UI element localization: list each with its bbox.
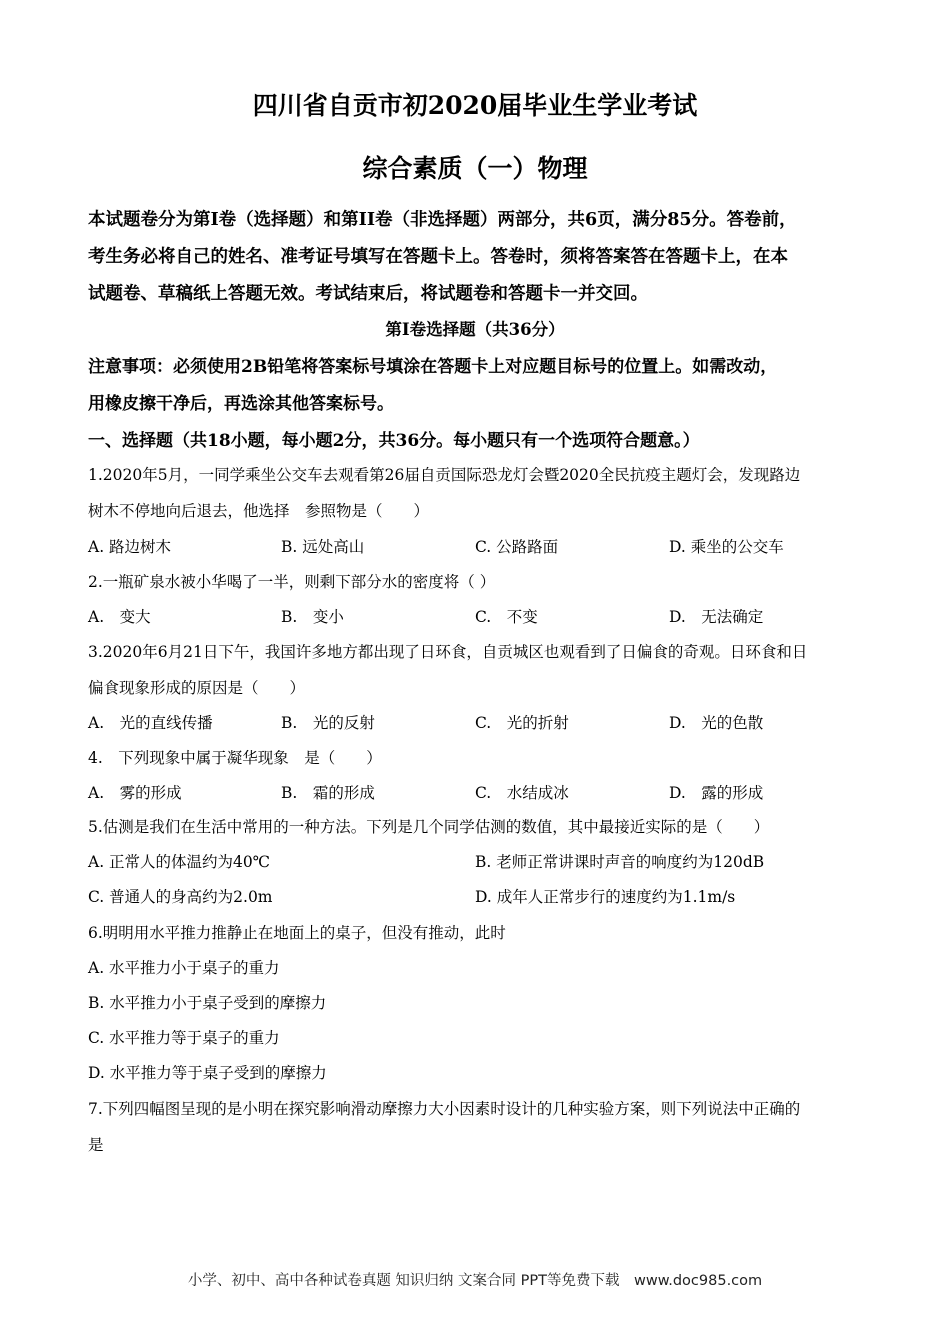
q6-option-b: B. 水平推力小于桌子受到的摩擦力	[88, 994, 327, 1012]
intro-line: 考生务必将自己的姓名、准考证号填写在答题卡上。答卷时，须将答案答在答题卡上，在本	[88, 247, 788, 267]
q2-option-a: A. 变大	[88, 608, 151, 626]
q3-option-b: B. 光的反射	[281, 714, 375, 732]
q4-option-d: D. 露的形成	[669, 784, 764, 802]
question-7-text: 7.下列四幅图呈现的是小明在探究影响滑动摩擦力大小因素时设计的几种实验方案，则下列说法中正确的	[88, 1100, 801, 1118]
section-heading: 第I卷选择题（共36分）	[385, 320, 565, 339]
q1-option-a: A. 路边树木	[88, 538, 172, 556]
q4-option-c: C. 水结成冰	[475, 784, 569, 802]
q4-option-a: A. 雾的形成	[88, 784, 182, 802]
q5-option-d: D. 成年人正常步行的速度约为1.1m/s	[475, 888, 736, 906]
q1-option-c: C. 公路路面	[475, 538, 559, 556]
q1-option-b: B. 远处高山	[281, 538, 365, 556]
notes-line: 用橡皮擦干净后，再选涂其他答案标号。	[88, 394, 394, 414]
question-6-text: 6.明明用水平推力推静止在地面上的桌子，但没有推动，此时	[88, 924, 506, 942]
part-heading: 一、选择题（共18小题，每小题2分，共36分。每小题只有一个选项符合题意。）	[88, 431, 700, 451]
q3-option-a: A. 光的直线传播	[88, 714, 213, 732]
q2-option-b: B. 变小	[281, 608, 344, 626]
exam-title: 四川省自贡市初2020届毕业生学业考试	[252, 91, 698, 120]
q2-option-c: C. 不变	[475, 608, 538, 626]
intro-paragraph	[88, 202, 868, 313]
q1-option-d: D. 乘坐的公交车	[669, 538, 784, 556]
q2-option-d: D. 无法确定	[669, 608, 764, 626]
question-3-text: 3.2020年6月21日下午，我国许多地方都出现了日环食，自贡城区也观看到了日偏食的奇观。日环食和日	[88, 643, 808, 661]
notes-line: 注意事项：必须使用2B铅笔将答案标号填涂在答题卡上对应题目标号的位置上。如需改动，	[88, 357, 778, 377]
q6-option-c: C. 水平推力等于桌子的重力	[88, 1029, 280, 1047]
intro-line: 本试题卷分为第I卷（选择题）和第II卷（非选择题）两部分，共6页，满分85分。答卷前，	[88, 210, 797, 230]
question-3-text: 偏食现象形成的原因是（ ）	[88, 679, 306, 697]
question-4-text: 4. 下列现象中属于凝华现象 是（ ）	[88, 749, 382, 767]
q5-option-b: B. 老师正常讲课时声音的响度约为120dB	[475, 853, 765, 871]
question-1-text: 树木不停地向后退去，他选择 参照物是（ ）	[88, 502, 430, 520]
q3-option-d: D. 光的色散	[669, 714, 764, 732]
q6-option-d: D. 水平推力等于桌子受到的摩擦力	[88, 1064, 327, 1082]
q3-option-c: C. 光的折射	[475, 714, 569, 732]
intro-line: 试题卷、草稿纸上答题无效。考试结束后，将试题卷和答题卡一并交回。	[88, 284, 648, 304]
q5-option-c: C. 普通人的身高约为2.0m	[88, 888, 273, 906]
q6-option-a: A. 水平推力小于桌子的重力	[88, 959, 280, 977]
question-2-text: 2.一瓶矿泉水被小华喝了一半，则剩下部分水的密度将（ ）	[88, 573, 496, 591]
q4-option-b: B. 霜的形成	[281, 784, 375, 802]
exam-subtitle: 综合素质（一）物理	[362, 154, 588, 183]
question-5-text: 5.估测是我们在生活中常用的一种方法。下列是几个同学估测的数值，其中最接近实际的是（ ）	[88, 818, 770, 836]
page-footer: 小学、初中、高中各种试卷真题 知识归纳 文案合同 PPT等免费下载 www.doc985.com	[187, 1273, 763, 1289]
question-7-text: 是	[88, 1136, 104, 1154]
question-1-text: 1.2020年5月，一同学乘坐公交车去观看第26届自贡国际恐龙灯会暨2020全民抗疫主题灯会，发现路边	[88, 466, 801, 484]
q5-option-a: A. 正常人的体温约为40℃	[88, 853, 271, 871]
